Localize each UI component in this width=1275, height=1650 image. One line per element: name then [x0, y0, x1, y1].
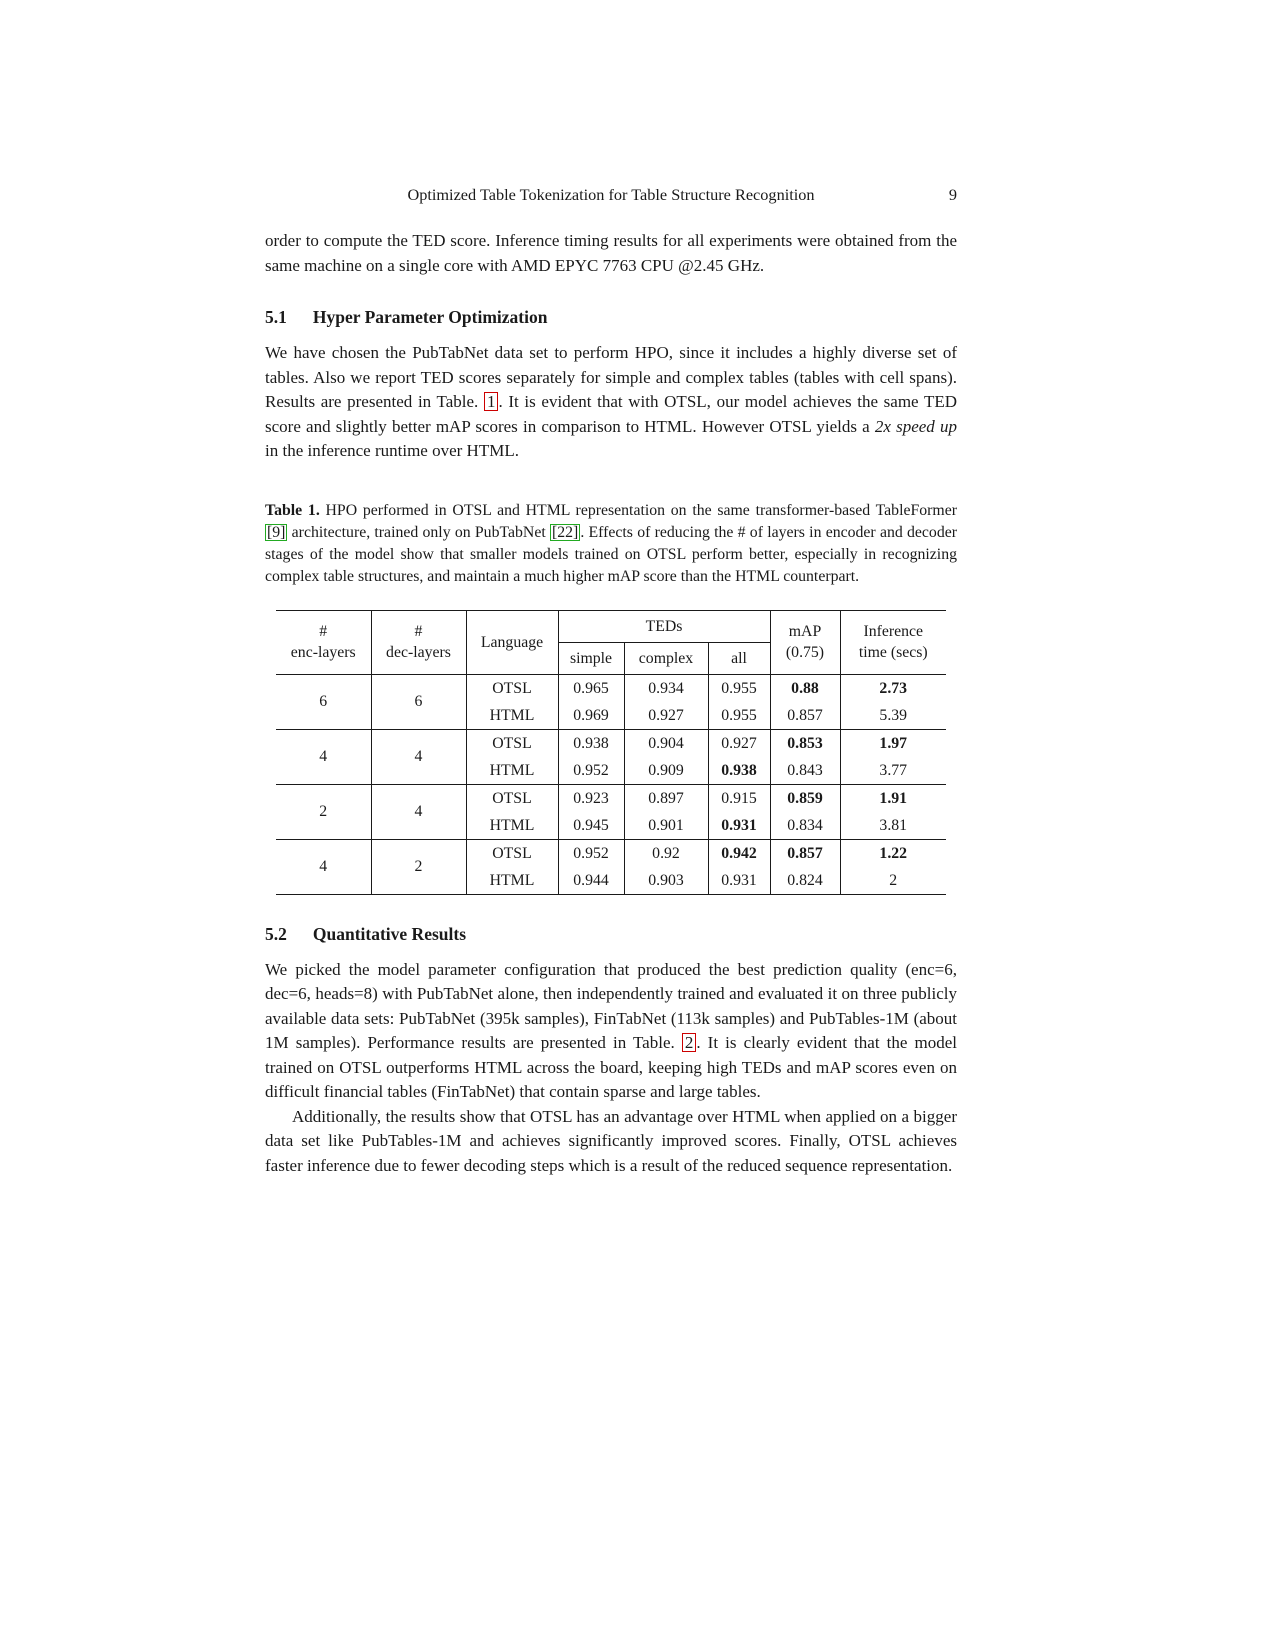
col-header-simple: simple	[558, 642, 624, 674]
cell-time: 1.97	[879, 734, 908, 752]
section-number: 5.2	[265, 923, 287, 944]
dec-layers-label: dec-layers	[386, 644, 451, 661]
cell-complex: 0.909	[624, 757, 708, 785]
cell-complex: 0.934	[624, 674, 708, 702]
cell-all: 0.955	[708, 674, 770, 702]
cell-simple: 0.952	[558, 757, 624, 785]
section-5-2-heading	[265, 924, 957, 945]
citation-link[interactable]: [22]	[551, 523, 579, 541]
text-block	[265, 185, 957, 1178]
col-header-enc-layers	[276, 610, 371, 674]
hash-symbol: #	[319, 623, 328, 640]
section-5-1-paragraph	[265, 341, 957, 464]
cell-complex: 0.927	[624, 702, 708, 730]
cell-simple: 0.969	[558, 702, 624, 730]
table-row	[276, 839, 946, 867]
text-run: . It is clearly evident that the model trained on OTSL outperforms HTML across the board, keeping high TEDs and mAP scores even on difficult financial tables (FinTabNet) that contain sparse and large tables.	[265, 1033, 957, 1101]
enc-layers-label: enc-layers	[290, 644, 356, 661]
cell-complex: 0.897	[624, 784, 708, 812]
col-header-teds: TEDs	[558, 610, 770, 642]
text-run: 2x speed up	[874, 416, 957, 436]
cell-time: 3.81	[840, 812, 946, 840]
cell-dec-layers: 2	[371, 839, 466, 894]
cell-map: 0.859	[770, 784, 840, 812]
hash-symbol: #	[414, 623, 423, 640]
cell-language: HTML	[466, 702, 558, 730]
cell-map: 0.834	[770, 812, 840, 840]
cell-all: 0.955	[708, 702, 770, 730]
cell-enc-layers: 6	[276, 674, 371, 729]
running-header	[265, 185, 957, 205]
col-header-inference	[840, 610, 946, 674]
page-number: 9	[948, 185, 957, 204]
section-5-2-paragraph-2: Additionally, the results show that OTSL has an advantage over HTML when applied on a bigger data set like PubTables-1M and achieves significantly improved scores. Finally, OTSL achieves faster inference due to fewer decoding steps which is a result of the reduced sequence representation.	[265, 1106, 957, 1175]
table1-caption	[265, 500, 957, 588]
col-header-dec-layers	[371, 610, 466, 674]
col-header-map	[770, 610, 840, 674]
cell-simple: 0.945	[558, 812, 624, 840]
text-run: architecture, trained only on PubTabNet	[287, 523, 550, 541]
cell-all: 0.938	[708, 757, 770, 785]
cell-map: 0.853	[770, 729, 840, 757]
cell-time: 5.39	[840, 702, 946, 730]
cell-complex: 0.903	[624, 867, 708, 895]
cell-map: 0.843	[770, 757, 840, 785]
cell-language: HTML	[466, 757, 558, 785]
cell-enc-layers: 4	[276, 729, 371, 784]
cell-all: 0.931	[708, 867, 770, 895]
cell-enc-layers: 2	[276, 784, 371, 839]
cell-map: 0.857	[770, 839, 840, 867]
inference-label: Inference	[863, 623, 924, 640]
cell-language: OTSL	[466, 729, 558, 757]
cell-time: 3.77	[840, 757, 946, 785]
col-header-language: Language	[466, 610, 558, 674]
cell-time: 1.22	[879, 844, 908, 862]
text-run: in the inference runtime over HTML.	[265, 441, 519, 460]
section-5-1-heading	[265, 307, 957, 328]
col-header-all: all	[708, 642, 770, 674]
cell-all: 0.942	[708, 839, 770, 867]
table-ref-link[interactable]: 2	[682, 1033, 697, 1052]
cell-dec-layers: 4	[371, 784, 466, 839]
cell-map: 0.857	[770, 702, 840, 730]
table-row	[276, 674, 946, 702]
table-row	[276, 729, 946, 757]
cell-map: 0.824	[770, 867, 840, 895]
text-run: We picked the model parameter configuration that produced the best prediction quality (enc=6, dec=6, heads=8) with PubTabNet alone, then independently trained and evaluated it on three publicly available data sets: PubTabNet (395k samples), FinTabNet (113k samples) and PubTables-1M (about 1M samples). Performance results are presented in Table.	[265, 959, 957, 1052]
cell-simple: 0.965	[558, 674, 624, 702]
cell-map: 0.88	[770, 674, 840, 702]
cell-complex: 0.901	[624, 812, 708, 840]
col-header-complex: complex	[624, 642, 708, 674]
map-label: mAP	[788, 623, 822, 640]
cell-complex: 0.92	[624, 839, 708, 867]
cell-time: 1.91	[879, 789, 908, 807]
paragraph-intro: order to compute the TED score. Inference timing results for all experiments were obtained from the same machine on a single core with AMD EPYC 7763 CPU @2.45 GHz.	[265, 231, 957, 275]
cell-time: 2.73	[879, 679, 908, 697]
cell-simple: 0.952	[558, 839, 624, 867]
section-title: Hyper Parameter Optimization	[312, 307, 548, 327]
cell-all: 0.915	[708, 784, 770, 812]
text-run: . Effects of reducing the # of layers in encoder and decoder stages of the model show that smaller models trained on OTSL perform better, especially in recognizing complex table structures, and maintain a much higher mAP score than the HTML counterpart.	[265, 523, 957, 585]
cell-dec-layers: 4	[371, 729, 466, 784]
map-threshold-label: (0.75)	[785, 644, 825, 661]
cell-language: HTML	[466, 867, 558, 895]
cell-language: HTML	[466, 812, 558, 840]
cell-language: OTSL	[466, 784, 558, 812]
cell-enc-layers: 4	[276, 839, 371, 894]
cell-simple: 0.938	[558, 729, 624, 757]
inference-units-label: time (secs)	[858, 644, 928, 661]
cell-language: OTSL	[466, 674, 558, 702]
table-row	[276, 784, 946, 812]
table1-body	[276, 674, 946, 894]
cell-dec-layers: 6	[371, 674, 466, 729]
text-run: We have chosen the PubTabNet data set to perform HPO, since it includes a highly diverse set of tables. Also we report TED scores separately for simple and complex tables (tables with cell spans). Results are presented in Table.	[265, 343, 957, 411]
text-run: HPO performed in OTSL and HTML representation on the same transformer-based TableFormer	[319, 501, 957, 519]
section-number: 5.1	[265, 307, 287, 327]
cell-all: 0.927	[708, 729, 770, 757]
cell-simple: 0.944	[558, 867, 624, 895]
text-run: . It is evident that with OTSL, our model achieves the same TED score and slightly better mAP scores in comparison to HTML. However OTSL yields a	[265, 392, 957, 436]
cell-simple: 0.923	[558, 784, 624, 812]
citation-link[interactable]: [9]	[267, 523, 286, 541]
table1	[276, 610, 946, 895]
text-run: Table 1.	[265, 501, 320, 519]
cell-time: 2	[840, 867, 946, 895]
section-5-2-paragraph-1	[265, 958, 957, 1105]
table-ref-link[interactable]: 1	[484, 392, 499, 411]
cell-all: 0.931	[708, 812, 770, 840]
cell-complex: 0.904	[624, 729, 708, 757]
running-title: Optimized Table Tokenization for Table Structure Recognition	[407, 185, 815, 204]
cell-language: OTSL	[466, 839, 558, 867]
table1-header-row-1	[276, 610, 946, 642]
section-title: Quantitative Results	[312, 923, 466, 944]
